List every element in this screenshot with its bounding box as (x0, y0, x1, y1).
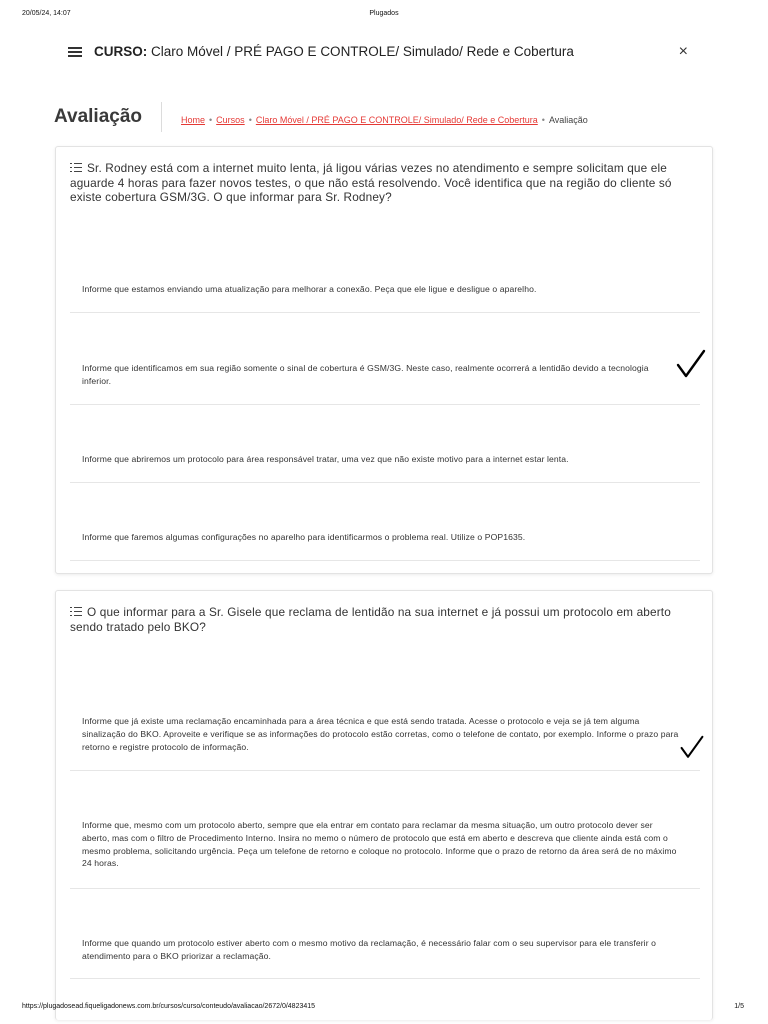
list-icon (70, 607, 82, 617)
question-card-2 (55, 590, 713, 1020)
course-name: Claro Móvel / PRÉ PAGO E CONTROLE/ Simulado/ Rede e Cobertura (151, 44, 574, 59)
list-icon (70, 163, 82, 173)
answer-option[interactable] (70, 313, 700, 405)
course-title (94, 44, 574, 59)
breadcrumb-current: Avaliação (548, 115, 588, 125)
breadcrumb-separator: • (248, 115, 252, 125)
breadcrumb-separator: • (541, 115, 545, 125)
print-page-count: 1/5 (734, 1003, 744, 1010)
answer-option-text: Informe que abriremos um protocolo para área responsável tratar, uma vez que não existe motivo para a internet estar lenta. (82, 454, 569, 464)
answer-option[interactable] (70, 889, 700, 979)
question-2-text: O que informar para a Sr. Gisele que reclama de lentidão na sua internet e já possui um protocolo em aberto sendo tratado pelo BKO? (70, 605, 671, 634)
breadcrumb (181, 115, 588, 125)
print-header (0, 10, 768, 22)
print-url: https://plugadosead.fiqueligadonews.com.br/cursos/curso/conteudo/avaliacao/2672/0/4823415 (22, 1003, 316, 1010)
question-text-2 (70, 605, 700, 634)
page-header (54, 104, 714, 134)
breadcrumb-separator: • (209, 115, 213, 125)
answer-option[interactable] (70, 265, 700, 313)
answer-option-text: Informe que já existe uma reclamação encaminhada para a área técnica e que está sendo tratada. Acesse o protocolo e veja se já tem alguma sinalização do BKO. Aproveite e verifique se as informações do protocolo estão corretas, como o telefone de contato, por exemplo. Informe o prazo para retorno e registre protocolo de informação. (82, 716, 679, 752)
answer-option[interactable] (70, 405, 700, 483)
print-page-title: Plugados (369, 10, 399, 17)
answer-option[interactable] (70, 483, 700, 561)
answer-option[interactable] (70, 651, 700, 771)
answer-option-text: Informe que identificamos em sua região somente o sinal de cobertura é GSM/3G. Neste caso, realmente ocorrerá a lentidão devido a tecnologia inferior. (82, 363, 649, 386)
course-bar (66, 40, 696, 66)
answer-option[interactable] (70, 771, 700, 889)
print-footer (0, 1003, 768, 1015)
print-date: 20/05/24, 14:07 (22, 10, 71, 17)
answer-option-text: Informe que, mesmo com um protocolo aberto, sempre que ela entrar em contato para reclamar da mesma situação, um outro protocolo dever ser aberto, mas com o filtro de Procedimento Interno. Insira no memo o número de protocolo que está em aberto e descreva que cliente ainda está com o mesmo problema, solicitando urgência. Peça um telefone de retorno e coloque no protocolo. Informe que o prazo de retorno da área será de no máximo 24 horas. (82, 820, 677, 869)
question-text-1 (70, 161, 700, 205)
answer-option-text: Informe que faremos algumas configurações no aparelho para identificarmos o problema real. Utilize o POP1635. (82, 532, 526, 542)
answer-option-text: Informe que estamos enviando uma atualização para melhorar a conexão. Peça que ele ligue e desligue o aparelho. (82, 284, 537, 294)
course-label: CURSO: (94, 44, 148, 59)
page-title: Avaliação (54, 106, 143, 127)
header-divider (161, 102, 162, 132)
checkmark-icon (676, 349, 706, 381)
breadcrumb-cursos-link[interactable]: Cursos (216, 115, 245, 125)
answer-option-text: Informe que quando um protocolo estiver aberto com o mesmo motivo da reclamação, é necessário falar com o seu supervisor para ele transferir o atendimento para o BKO priorizar a reclamação. (82, 938, 657, 961)
breadcrumb-course-link[interactable]: Claro Móvel / PRÉ PAGO E CONTROLE/ Simulado/ Rede e Cobertura (255, 115, 538, 125)
question-1-text: Sr. Rodney está com a internet muito lenta, já ligou várias vezes no atendimento e sempre solicitam que ele aguarde 4 horas para fazer novos testes, o que não está resolvendo. Você identifica que na região do cliente só existe cobertura GSM/3G. O que informar para Sr. Rodney? (70, 161, 672, 204)
breadcrumb-home-link[interactable]: Home (181, 115, 206, 125)
close-icon[interactable]: × (678, 43, 688, 60)
question-card-1 (55, 146, 713, 574)
checkmark-icon (680, 735, 704, 761)
menu-icon[interactable] (68, 47, 82, 58)
